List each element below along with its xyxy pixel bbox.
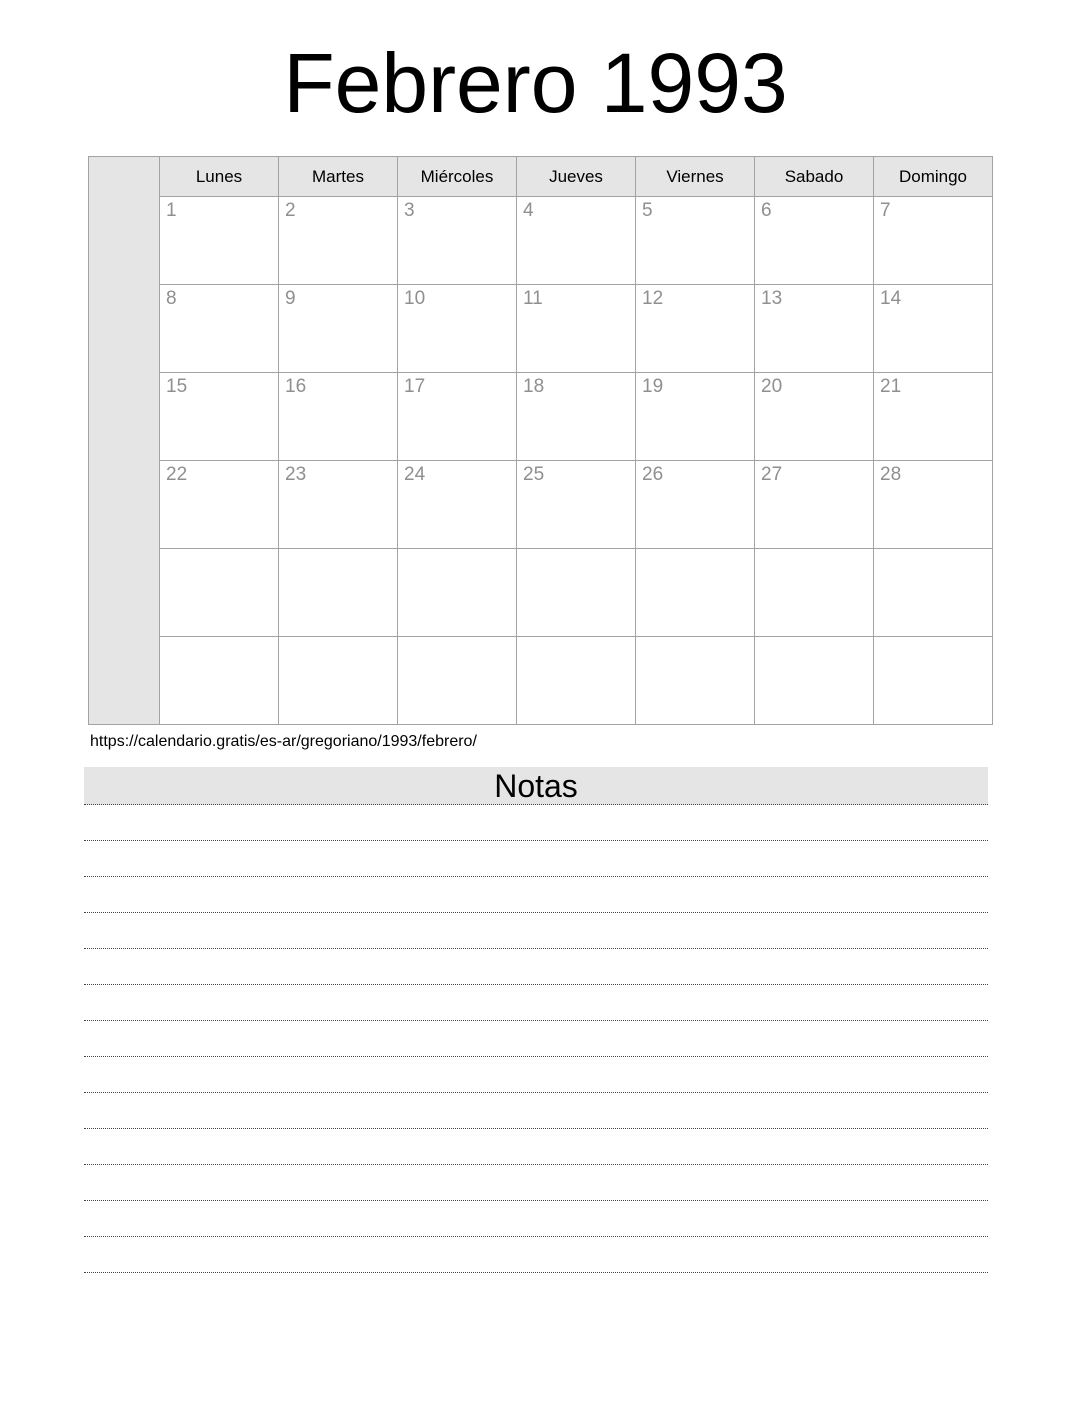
day-cell-empty (517, 549, 636, 637)
notes-line (84, 1237, 988, 1273)
day-cell-22: 22 (160, 461, 279, 549)
day-cell-empty (279, 549, 398, 637)
week-row-4 (89, 461, 993, 549)
day-cell-1: 1 (160, 197, 279, 285)
day-cell-empty (874, 549, 993, 637)
day-cell-14: 14 (874, 285, 993, 373)
day-cell-10: 10 (398, 285, 517, 373)
notes-title: Notas (84, 767, 988, 805)
week-row-2 (89, 285, 993, 373)
day-cell-empty (398, 549, 517, 637)
day-cell-8: 8 (160, 285, 279, 373)
notes-section (84, 767, 988, 1273)
calendar-table (88, 156, 993, 725)
day-cell-12: 12 (636, 285, 755, 373)
day-header-miercoles: Miércoles (398, 157, 517, 197)
day-cell-4: 4 (517, 197, 636, 285)
notes-line (84, 1057, 988, 1093)
day-cell-empty (755, 549, 874, 637)
day-cell-26: 26 (636, 461, 755, 549)
day-header-domingo: Domingo (874, 157, 993, 197)
day-cell-20: 20 (755, 373, 874, 461)
day-cell-empty (874, 637, 993, 725)
notes-line (84, 841, 988, 877)
day-cell-3: 3 (398, 197, 517, 285)
notes-line (84, 913, 988, 949)
day-cell-17: 17 (398, 373, 517, 461)
day-cell-empty (636, 549, 755, 637)
day-header-viernes: Viernes (636, 157, 755, 197)
day-cell-25: 25 (517, 461, 636, 549)
day-cell-24: 24 (398, 461, 517, 549)
notes-line (84, 1165, 988, 1201)
day-cell-9: 9 (279, 285, 398, 373)
day-cell-empty (160, 549, 279, 637)
week-row-6 (89, 637, 993, 725)
calendar-header-row (89, 157, 993, 197)
day-cell-5: 5 (636, 197, 755, 285)
week-row-3 (89, 373, 993, 461)
notes-line (84, 877, 988, 913)
day-cell-empty (755, 637, 874, 725)
day-cell-7: 7 (874, 197, 993, 285)
notes-line (84, 805, 988, 841)
day-cell-empty (398, 637, 517, 725)
notes-line (84, 1201, 988, 1237)
notes-line (84, 949, 988, 985)
day-cell-empty (636, 637, 755, 725)
day-header-martes: Martes (279, 157, 398, 197)
day-header-jueves: Jueves (517, 157, 636, 197)
day-cell-empty (279, 637, 398, 725)
notes-line (84, 1021, 988, 1057)
notes-line (84, 1129, 988, 1165)
day-cell-11: 11 (517, 285, 636, 373)
notes-line (84, 1093, 988, 1129)
day-cell-16: 16 (279, 373, 398, 461)
week-row-1 (89, 197, 993, 285)
source-url: https://calendario.gratis/es-ar/gregoriano/1993/febrero/ (90, 733, 477, 750)
day-cell-empty (517, 637, 636, 725)
day-cell-28: 28 (874, 461, 993, 549)
day-cell-23: 23 (279, 461, 398, 549)
day-cell-21: 21 (874, 373, 993, 461)
day-cell-2: 2 (279, 197, 398, 285)
notes-line (84, 985, 988, 1021)
day-cell-27: 27 (755, 461, 874, 549)
day-header-lunes: Lunes (160, 157, 279, 197)
day-cell-13: 13 (755, 285, 874, 373)
page-title: Febrero 1993 (283, 36, 788, 130)
day-header-sabado: Sabado (755, 157, 874, 197)
day-cell-6: 6 (755, 197, 874, 285)
week-number-column (89, 157, 160, 725)
day-cell-empty (160, 637, 279, 725)
day-cell-15: 15 (160, 373, 279, 461)
day-cell-19: 19 (636, 373, 755, 461)
notes-lines (84, 805, 988, 1273)
week-row-5 (89, 549, 993, 637)
day-cell-18: 18 (517, 373, 636, 461)
